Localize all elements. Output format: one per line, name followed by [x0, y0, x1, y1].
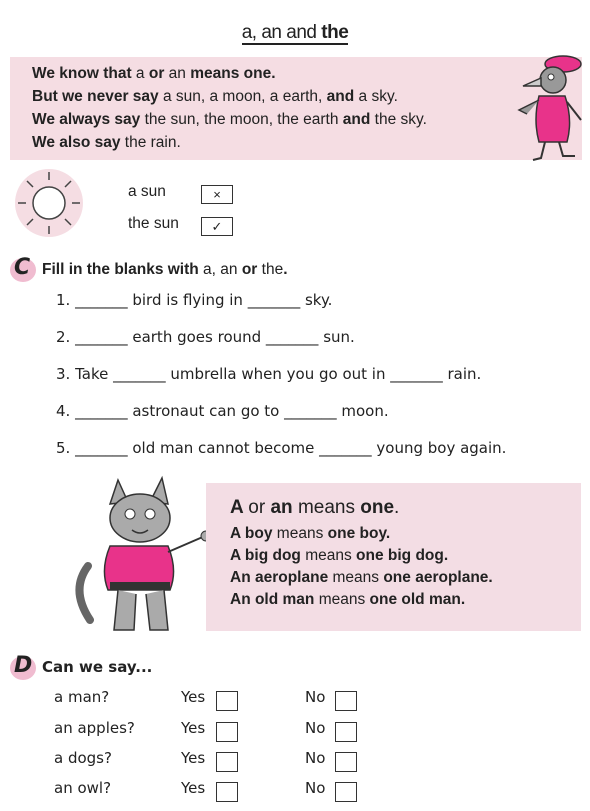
- section-c-header: [14, 255, 288, 280]
- yes-checkbox[interactable]: [216, 752, 238, 772]
- no-label: No: [305, 688, 326, 706]
- question-2: 2. _______ earth goes round _______ sun.: [56, 328, 355, 346]
- text-segment: a sun, a moon, a earth,: [162, 88, 327, 105]
- page-title: a, an and the: [241, 22, 349, 43]
- text-segment: means: [332, 569, 384, 586]
- no-label: No: [305, 779, 326, 797]
- text-segment: and: [342, 111, 375, 128]
- rule-line-2: [230, 525, 390, 543]
- question-1: 1. _______ bird is flying in _______ sky.: [56, 291, 333, 309]
- text-segment: a sky.: [358, 88, 398, 105]
- yes-label: Yes: [181, 719, 206, 737]
- sun-icon: [14, 168, 84, 238]
- text-segment: one aeroplane.: [383, 569, 493, 586]
- text-segment: or: [148, 65, 169, 82]
- text-segment: one old man.: [369, 591, 466, 608]
- text-segment: a, an: [203, 261, 242, 278]
- yes-checkbox[interactable]: [216, 691, 238, 711]
- no-label: No: [305, 749, 326, 767]
- text-segment: means: [297, 497, 361, 518]
- question-3: 3. Take _______ umbrella when you go out in _______ rain.: [56, 365, 482, 383]
- yes-label: Yes: [181, 779, 206, 797]
- section-c-instruction: [42, 261, 288, 278]
- text-segment: A: [230, 497, 249, 518]
- yes-label: Yes: [181, 749, 206, 767]
- text-segment: .: [394, 497, 400, 518]
- no-label: No: [305, 719, 326, 737]
- rule-line-5: [230, 591, 465, 609]
- section-c-badge: C: [14, 255, 42, 280]
- text-segment: But we never say: [32, 88, 163, 105]
- section-d-heading: Can we say...: [42, 658, 153, 676]
- sun-label-the: the sun: [128, 215, 179, 232]
- text-segment: one big dog.: [356, 547, 449, 564]
- text-segment: Fill in the blanks with: [42, 261, 204, 278]
- yes-label: Yes: [181, 688, 206, 706]
- text-segment: one: [360, 497, 395, 518]
- no-checkbox[interactable]: [335, 691, 357, 711]
- intro-panel: [10, 57, 582, 160]
- question-5: 5. _______ old man cannot become _______ young boy again.: [56, 439, 507, 457]
- text-segment: a: [135, 65, 149, 82]
- text-segment: one boy.: [327, 525, 391, 542]
- text-segment: .: [283, 261, 288, 278]
- text-segment: and: [326, 88, 359, 105]
- text-segment: the sun, the moon, the earth: [144, 111, 343, 128]
- section-d-header: [14, 653, 152, 678]
- cat-illustration: [70, 470, 215, 635]
- intro-line-2: [32, 86, 398, 108]
- text-segment: or: [248, 497, 271, 518]
- text-segment: We know that: [32, 65, 136, 82]
- rule-line-4: [230, 569, 493, 587]
- check-box: ✓: [201, 217, 233, 236]
- text-segment: the rain.: [124, 134, 181, 151]
- text-segment: the sky.: [374, 111, 427, 128]
- text-segment: An aeroplane: [230, 569, 333, 586]
- intro-line-1: [32, 63, 276, 85]
- rule-line-3: [230, 547, 448, 565]
- text-segment: A boy: [230, 525, 277, 542]
- text-segment: means: [305, 547, 357, 564]
- text-segment: means: [276, 525, 328, 542]
- text-segment: an: [168, 65, 191, 82]
- rule-panel: [206, 483, 581, 631]
- intro-line-3: [32, 109, 427, 131]
- no-checkbox[interactable]: [335, 782, 357, 802]
- text-segment: We always say: [32, 111, 145, 128]
- item-text: an apples?: [54, 719, 135, 737]
- yes-checkbox[interactable]: [216, 782, 238, 802]
- item-text: an owl?: [54, 779, 112, 797]
- text-segment: A big dog: [230, 547, 306, 564]
- text-segment: or: [241, 261, 262, 278]
- text-segment: An old man: [230, 591, 319, 608]
- text-segment: an: [270, 497, 298, 518]
- text-segment: means: [318, 591, 370, 608]
- crow-illustration: [505, 50, 585, 162]
- sun-label-a: a sun: [128, 183, 166, 200]
- text-segment: We also say: [32, 134, 125, 151]
- intro-line-4: [32, 132, 181, 154]
- section-d-badge: D: [14, 653, 42, 678]
- item-text: a dogs?: [54, 749, 112, 767]
- question-4: 4. _______ astronaut can go to _______ moon.: [56, 402, 389, 420]
- rule-line-1: [230, 497, 399, 519]
- no-checkbox[interactable]: [335, 722, 357, 742]
- no-checkbox[interactable]: [335, 752, 357, 772]
- text-segment: the: [261, 261, 284, 278]
- item-text: a man?: [54, 688, 110, 706]
- yes-checkbox[interactable]: [216, 722, 238, 742]
- text-segment: means one.: [190, 65, 276, 82]
- cross-box: ×: [201, 185, 233, 204]
